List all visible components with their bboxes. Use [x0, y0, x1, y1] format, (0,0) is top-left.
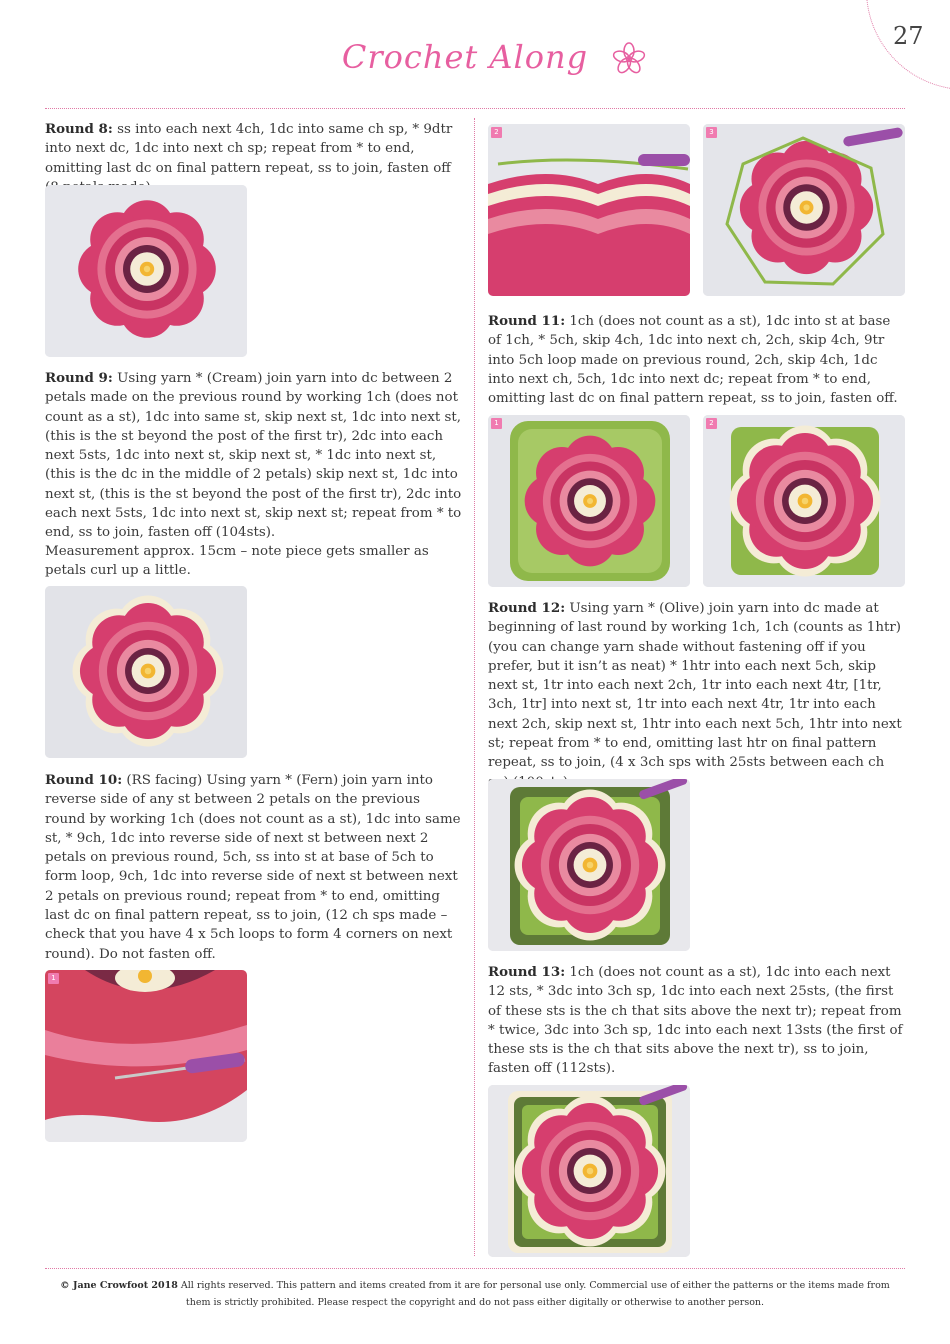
step-badge: 1	[48, 973, 59, 984]
flower-photo-olive-square	[488, 779, 690, 951]
closeup-photo-fern-join	[488, 124, 690, 296]
round-11-label: Round 11:	[488, 313, 566, 329]
measurement-note: Measurement approx. 15cm – note piece gets smaller as petals curl up a little.	[45, 544, 429, 579]
round-10-text: (RS facing) Using yarn * (Fern) join yarn into reverse side of any st between 2 petals on the previous round by working 1ch (does not count as a st), 1dc into same st, * 9ch, 1dc into reverse side of next st between next 2 petals on previous round, 5ch, ss into st at base of 5ch to form loop, 9ch, 1dc into reverse side of next st between next 2 petals on previous round; repeat from * to end, omitting last dc on final pattern repeat, ss to join, (12 ch sps made – check that you have 4 x 5ch loops to form 4 corners on next round). Do not fasten off.	[45, 773, 461, 962]
round-11-step-1-photo	[488, 415, 690, 587]
round-11-step-2b-photo	[703, 415, 905, 587]
step-badge: 2	[706, 418, 717, 429]
round-10-photo	[45, 970, 247, 1142]
flower-photo-fern-square	[488, 415, 690, 587]
round-13-photo	[488, 1085, 690, 1257]
round-13-label: Round 13:	[488, 964, 566, 980]
round-12-label: Round 12:	[488, 600, 566, 616]
flower-photo-fern-loops	[703, 124, 905, 296]
round-10-instructions	[45, 771, 463, 964]
footer-divider	[45, 1268, 905, 1269]
section-title: Crochet Along	[341, 38, 589, 76]
round-11-text: 1ch (does not count as a st), 1dc into st at base of 1ch, * 5ch, skip 4ch, 1dc into next ch, 2ch, skip 4ch, 9tr into 5ch loop made on previous round, 2ch, skip 4ch, 1dc into next ch, 5ch, 1dc into next dc; repeat from * to end, omitting last dc on final pattern repeat, ss to join, fasten off.	[488, 314, 898, 407]
round-9-label: Round 9:	[45, 370, 113, 386]
step-badge: 1	[491, 418, 502, 429]
round-12-text: Using yarn * (Olive) join yarn into dc made at beginning of last round by working 1ch, 1ch (counts as 1htr) (you can change yarn shade without fastening off if you prefer, but it isn’t as neat) * 1htr into each next 5ch, skip next st, 1tr into each next 2ch, 1tr into each next 4tr, [1tr, 3ch, 1tr] into next st, 1tr into each next 4tr, 1tr into each next 2ch, skip next st, 1htr into each next 5ch, 1htr into next st; repeat from * to end, omitting last htr on final pattern repeat, ss to join, (4 x 3ch sps with 25sts between each ch	[488, 601, 902, 771]
round-13-text: 1ch (does not count as a st), 1dc into each next 12 sts, * 3dc into 3ch sp, 1dc into each next 25sts, (the first of these sts is the ch that sits above the next tr); repeat from * twice, 3dc into 3ch sp, 1dc into each next 13sts (the first of these sts is the ch that sits above the next tr), ss to join, fasten off (112sts).	[488, 965, 903, 1077]
round-10-label: Round 10:	[45, 772, 123, 788]
copyright-text: All rights reserved. This pattern and items created from it are for personal use only. Commercial use of either the patterns or the items made from them is strictly prohibited. Please respect the copyright and do not pass either digitally or otherwise to another person.	[177, 1280, 890, 1308]
round-13-instructions	[488, 963, 906, 1079]
round-9-text: Using yarn * (Cream) join yarn into dc between 2 petals made on the previous round by working 1ch (does not count as a st), 1dc into same st, skip next st, 1dc into next st, (this is the st beyond the post of the first tr), 2dc into each next 5sts, 1dc into next st, skip next st, * 1dc into next st, (this is the dc in the middle of 2 petals) skip next st, 1dc into next st, (this is the st beyond the post of the first tr), 2dc into each next 5sts, 1dc into next st, skip next st; repeat from * to end, ss to join, fasten off (104sts).	[45, 371, 462, 541]
round-12-photo	[488, 779, 690, 951]
flower-photo-finished-square	[488, 1085, 690, 1257]
round-11-instructions	[488, 312, 906, 408]
column-divider	[474, 118, 475, 1256]
round-8-photo	[45, 185, 247, 357]
round-11-step-3-photo	[703, 124, 905, 296]
step-badge: 2	[491, 127, 502, 138]
header-divider	[45, 108, 905, 109]
copyright-footer	[48, 1277, 902, 1311]
copyright-holder: © Jane Crowfoot 2018	[60, 1280, 178, 1291]
round-8-label: Round 8:	[45, 121, 113, 137]
flower-photo-round-8	[45, 185, 247, 357]
round-9-photo	[45, 586, 247, 758]
page-number: 27	[893, 22, 924, 50]
round-11-step-2-photo	[488, 124, 690, 296]
round-8-text: ss into each next 4ch, 1dc into same ch sp, * 9dtr into next dc, 1dc into next ch sp; repeat from * to end, omitting last dc on final pattern repeat, ss to join, fasten off	[45, 122, 453, 176]
flower-icon	[612, 42, 646, 76]
round-12-instructions	[488, 599, 906, 792]
closeup-photo-hook	[45, 970, 247, 1142]
flower-photo-round-9	[45, 586, 247, 758]
flower-photo-fern-corners	[703, 415, 905, 587]
step-badge: 3	[706, 127, 717, 138]
round-9-instructions	[45, 369, 463, 543]
